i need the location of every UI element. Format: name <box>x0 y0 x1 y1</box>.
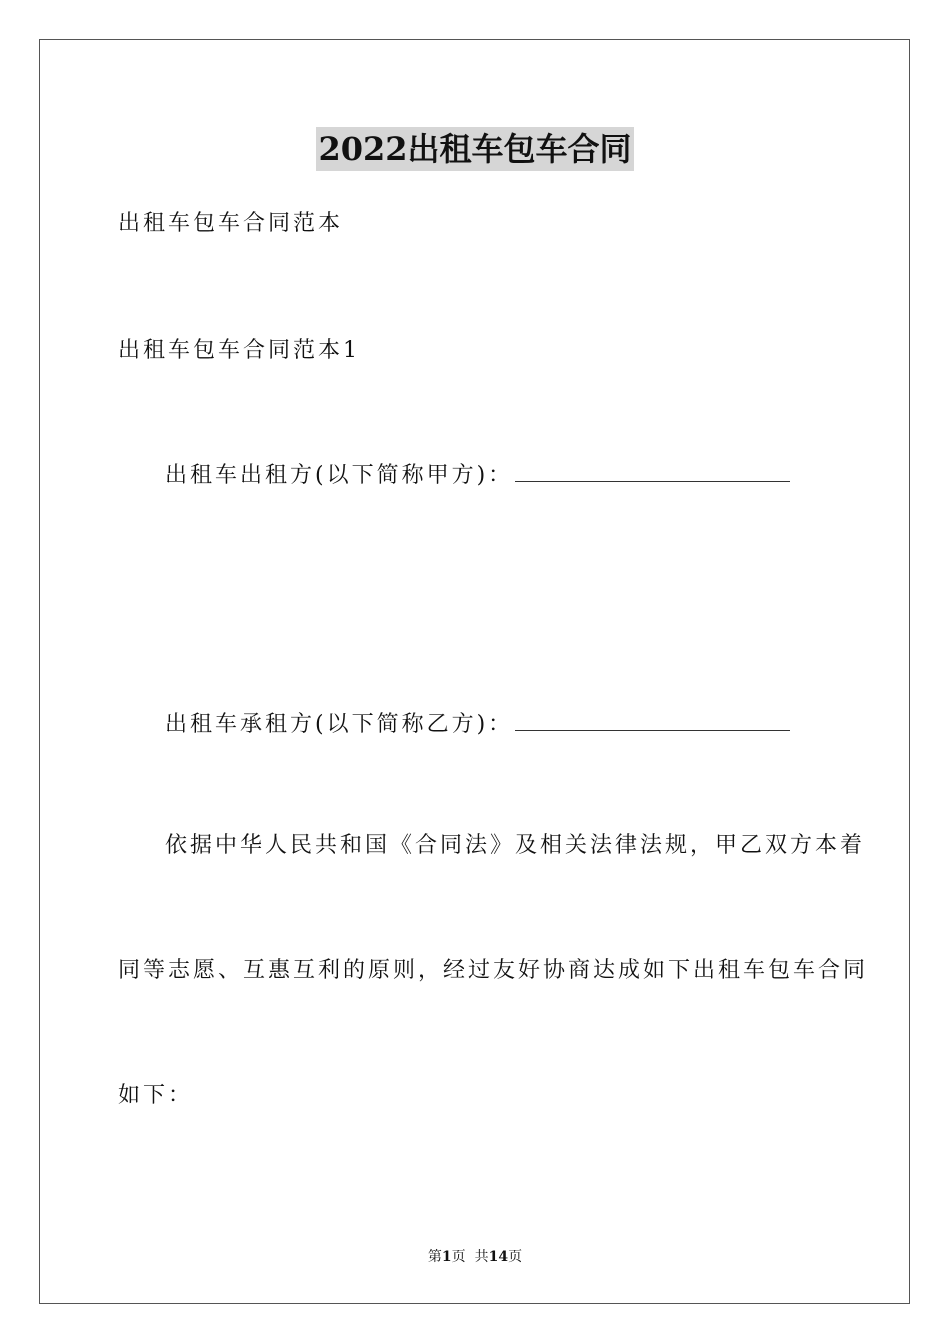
party-a-line <box>165 459 790 491</box>
document-title: 2022出租车包车合同 <box>316 127 633 171</box>
party-b-label: 出租车承租方(以下简称乙方)： <box>165 712 514 737</box>
party-a-label: 出租车出租方(以下简称甲方)： <box>165 463 514 488</box>
paragraph-line-1: 依据中华人民共和国《合同法》及相关法律法规，甲乙双方本着 <box>165 833 866 858</box>
section-heading: 出租车包车合同范本1 <box>118 338 360 363</box>
paragraph-line-3: 如下： <box>118 1083 194 1108</box>
footer-page-suffix: 页 <box>508 1249 523 1265</box>
footer-page-mid: 页 共 <box>451 1249 489 1265</box>
party-b-line <box>165 708 790 740</box>
page-footer <box>0 1247 950 1267</box>
party-b-blank-field[interactable] <box>515 708 790 731</box>
footer-page-prefix: 第 <box>427 1249 442 1265</box>
party-a-blank-field[interactable] <box>515 459 790 482</box>
footer-page-current: 1 <box>441 1249 452 1265</box>
footer-page-total: 14 <box>488 1249 509 1265</box>
document-title-block <box>0 127 950 177</box>
document-subtitle: 出租车包车合同范本 <box>118 211 344 236</box>
paragraph-line-2: 同等志愿、互惠互利的原则，经过友好协商达成如下出租车包车合同 <box>118 958 869 983</box>
